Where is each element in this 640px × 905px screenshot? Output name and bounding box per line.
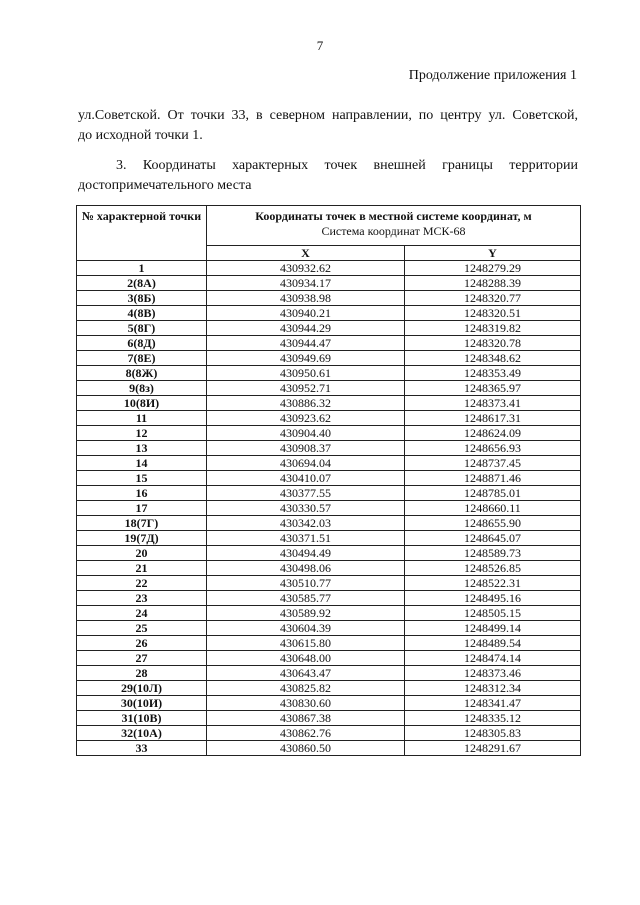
- point-number-cell: 10(8И): [77, 396, 207, 411]
- x-coordinate-cell: 430371.51: [207, 531, 405, 546]
- y-coordinate-cell: 1248348.62: [405, 351, 581, 366]
- table-row: [77, 411, 581, 426]
- x-coordinate-cell: 430510.77: [207, 576, 405, 591]
- appendix-note: Продолжение приложения 1: [408, 68, 577, 83]
- y-coordinate-cell: 1248320.78: [405, 336, 581, 351]
- table-row: [77, 396, 581, 411]
- x-coordinate-cell: 430950.61: [207, 366, 405, 381]
- point-number-cell: 15: [77, 471, 207, 486]
- y-coordinate-cell: 1248499.14: [405, 621, 581, 636]
- y-coordinate-cell: 1248655.90: [405, 516, 581, 531]
- x-coordinate-cell: 430932.62: [207, 261, 405, 276]
- y-coordinate-cell: 1248624.09: [405, 426, 581, 441]
- point-number-cell: 27: [77, 651, 207, 666]
- point-number-cell: 13: [77, 441, 207, 456]
- point-number-cell: 19(7Д): [77, 531, 207, 546]
- table-row: [77, 651, 581, 666]
- table-row: [77, 426, 581, 441]
- table-row: [77, 696, 581, 711]
- x-coordinate-cell: 430377.55: [207, 486, 405, 501]
- paragraph-route-end: [78, 106, 578, 146]
- section-heading: [78, 156, 578, 196]
- point-number-cell: 29(10Л): [77, 681, 207, 696]
- y-coordinate-cell: 1248353.49: [405, 366, 581, 381]
- table-row: [77, 681, 581, 696]
- paragraph-line: до исходной точки 1.: [78, 128, 203, 143]
- y-coordinate-cell: 1248319.82: [405, 321, 581, 336]
- header-point-number: № характерной точки: [77, 206, 207, 261]
- table-row: [77, 501, 581, 516]
- x-coordinate-cell: 430694.04: [207, 456, 405, 471]
- section-heading-line: 3. Координаты характерных точек внешней границы территории: [116, 158, 578, 173]
- x-coordinate-cell: 430410.07: [207, 471, 405, 486]
- coordinates-table: [76, 205, 581, 756]
- x-coordinate-cell: 430934.17: [207, 276, 405, 291]
- x-coordinate-cell: 430860.50: [207, 741, 405, 756]
- point-number-cell: 14: [77, 456, 207, 471]
- table-row: [77, 591, 581, 606]
- x-coordinate-cell: 430908.37: [207, 441, 405, 456]
- x-coordinate-cell: 430923.62: [207, 411, 405, 426]
- y-coordinate-cell: 1248320.51: [405, 306, 581, 321]
- header-coordinate-system: Система координат МСК-68: [321, 224, 466, 238]
- x-coordinate-cell: 430330.57: [207, 501, 405, 516]
- y-coordinate-cell: 1248660.11: [405, 501, 581, 516]
- x-coordinate-cell: 430949.69: [207, 351, 405, 366]
- point-number-cell: 12: [77, 426, 207, 441]
- table-row: [77, 306, 581, 321]
- table-row: [77, 456, 581, 471]
- table-row: [77, 666, 581, 681]
- point-number-cell: 16: [77, 486, 207, 501]
- y-coordinate-cell: 1248526.85: [405, 561, 581, 576]
- x-coordinate-cell: 430867.38: [207, 711, 405, 726]
- y-coordinate-cell: 1248320.77: [405, 291, 581, 306]
- table-row: [77, 606, 581, 621]
- y-coordinate-cell: 1248522.31: [405, 576, 581, 591]
- y-coordinate-cell: 1248373.46: [405, 666, 581, 681]
- x-coordinate-cell: 430944.47: [207, 336, 405, 351]
- table-row: [77, 441, 581, 456]
- x-coordinate-cell: 430938.98: [207, 291, 405, 306]
- point-number-cell: 28: [77, 666, 207, 681]
- x-coordinate-cell: 430643.47: [207, 666, 405, 681]
- point-number-cell: 4(8В): [77, 306, 207, 321]
- point-number-cell: 3(8Б): [77, 291, 207, 306]
- x-coordinate-cell: 430342.03: [207, 516, 405, 531]
- point-number-cell: 18(7Г): [77, 516, 207, 531]
- x-coordinate-cell: 430604.39: [207, 621, 405, 636]
- y-coordinate-cell: 1248335.12: [405, 711, 581, 726]
- table-row: [77, 621, 581, 636]
- x-coordinate-cell: 430648.00: [207, 651, 405, 666]
- table-row: [77, 711, 581, 726]
- y-coordinate-cell: 1248495.16: [405, 591, 581, 606]
- table-row: [77, 561, 581, 576]
- y-coordinate-cell: 1248279.29: [405, 261, 581, 276]
- table-row: [77, 726, 581, 741]
- point-number-cell: 22: [77, 576, 207, 591]
- header-coordinates: [207, 206, 581, 246]
- point-number-cell: 20: [77, 546, 207, 561]
- x-coordinate-cell: 430830.60: [207, 696, 405, 711]
- x-coordinate-cell: 430589.92: [207, 606, 405, 621]
- coordinates-table-body: [77, 261, 581, 756]
- x-coordinate-cell: 430585.77: [207, 591, 405, 606]
- point-number-cell: 23: [77, 591, 207, 606]
- header-coordinates-title: Координаты точек в местной системе координат, м: [255, 209, 532, 223]
- point-number-cell: 24: [77, 606, 207, 621]
- header-x: X: [207, 246, 405, 261]
- point-number-cell: 11: [77, 411, 207, 426]
- table-row: [77, 471, 581, 486]
- x-coordinate-cell: 430825.82: [207, 681, 405, 696]
- y-coordinate-cell: 1248288.39: [405, 276, 581, 291]
- paragraph-line: ул.Советской. От точки 33, в северном направлении, по центру ул. Советской,: [78, 108, 578, 123]
- x-coordinate-cell: 430944.29: [207, 321, 405, 336]
- y-coordinate-cell: 1248589.73: [405, 546, 581, 561]
- point-number-cell: 1: [77, 261, 207, 276]
- table-row: [77, 741, 581, 756]
- y-coordinate-cell: 1248617.31: [405, 411, 581, 426]
- y-coordinate-cell: 1248373.41: [405, 396, 581, 411]
- y-coordinate-cell: 1248474.14: [405, 651, 581, 666]
- x-coordinate-cell: 430952.71: [207, 381, 405, 396]
- point-number-cell: 17: [77, 501, 207, 516]
- x-coordinate-cell: 430498.06: [207, 561, 405, 576]
- table-row: [77, 531, 581, 546]
- table-row: [77, 486, 581, 501]
- point-number-cell: 8(8Ж): [77, 366, 207, 381]
- table-row: [77, 546, 581, 561]
- table-row: [77, 291, 581, 306]
- header-y: Y: [405, 246, 581, 261]
- table-row: [77, 321, 581, 336]
- table-row: [77, 381, 581, 396]
- y-coordinate-cell: 1248505.15: [405, 606, 581, 621]
- point-number-cell: 30(10И): [77, 696, 207, 711]
- x-coordinate-cell: 430494.49: [207, 546, 405, 561]
- point-number-cell: 32(10А): [77, 726, 207, 741]
- y-coordinate-cell: 1248785.01: [405, 486, 581, 501]
- y-coordinate-cell: 1248645.07: [405, 531, 581, 546]
- table-row: [77, 261, 581, 276]
- point-number-cell: 6(8Д): [77, 336, 207, 351]
- point-number-cell: 2(8А): [77, 276, 207, 291]
- y-coordinate-cell: 1248871.46: [405, 471, 581, 486]
- x-coordinate-cell: 430862.76: [207, 726, 405, 741]
- point-number-cell: 5(8Г): [77, 321, 207, 336]
- table-row: [77, 351, 581, 366]
- point-number-cell: 9(8з): [77, 381, 207, 396]
- y-coordinate-cell: 1248489.54: [405, 636, 581, 651]
- section-heading-line: достопримечательного места: [78, 178, 252, 193]
- table-row: [77, 366, 581, 381]
- table-row: [77, 576, 581, 591]
- page-number: 7: [316, 38, 324, 53]
- point-number-cell: 7(8Е): [77, 351, 207, 366]
- y-coordinate-cell: 1248737.45: [405, 456, 581, 471]
- y-coordinate-cell: 1248305.83: [405, 726, 581, 741]
- point-number-cell: 31(10В): [77, 711, 207, 726]
- point-number-cell: 25: [77, 621, 207, 636]
- point-number-cell: 26: [77, 636, 207, 651]
- point-number-cell: 33: [77, 741, 207, 756]
- table-row: [77, 276, 581, 291]
- point-number-cell: 21: [77, 561, 207, 576]
- table-row: [77, 516, 581, 531]
- table-row: [77, 636, 581, 651]
- x-coordinate-cell: 430886.32: [207, 396, 405, 411]
- table-row: [77, 336, 581, 351]
- x-coordinate-cell: 430940.21: [207, 306, 405, 321]
- y-coordinate-cell: 1248656.93: [405, 441, 581, 456]
- x-coordinate-cell: 430904.40: [207, 426, 405, 441]
- x-coordinate-cell: 430615.80: [207, 636, 405, 651]
- y-coordinate-cell: 1248312.34: [405, 681, 581, 696]
- y-coordinate-cell: 1248341.47: [405, 696, 581, 711]
- y-coordinate-cell: 1248365.97: [405, 381, 581, 396]
- y-coordinate-cell: 1248291.67: [405, 741, 581, 756]
